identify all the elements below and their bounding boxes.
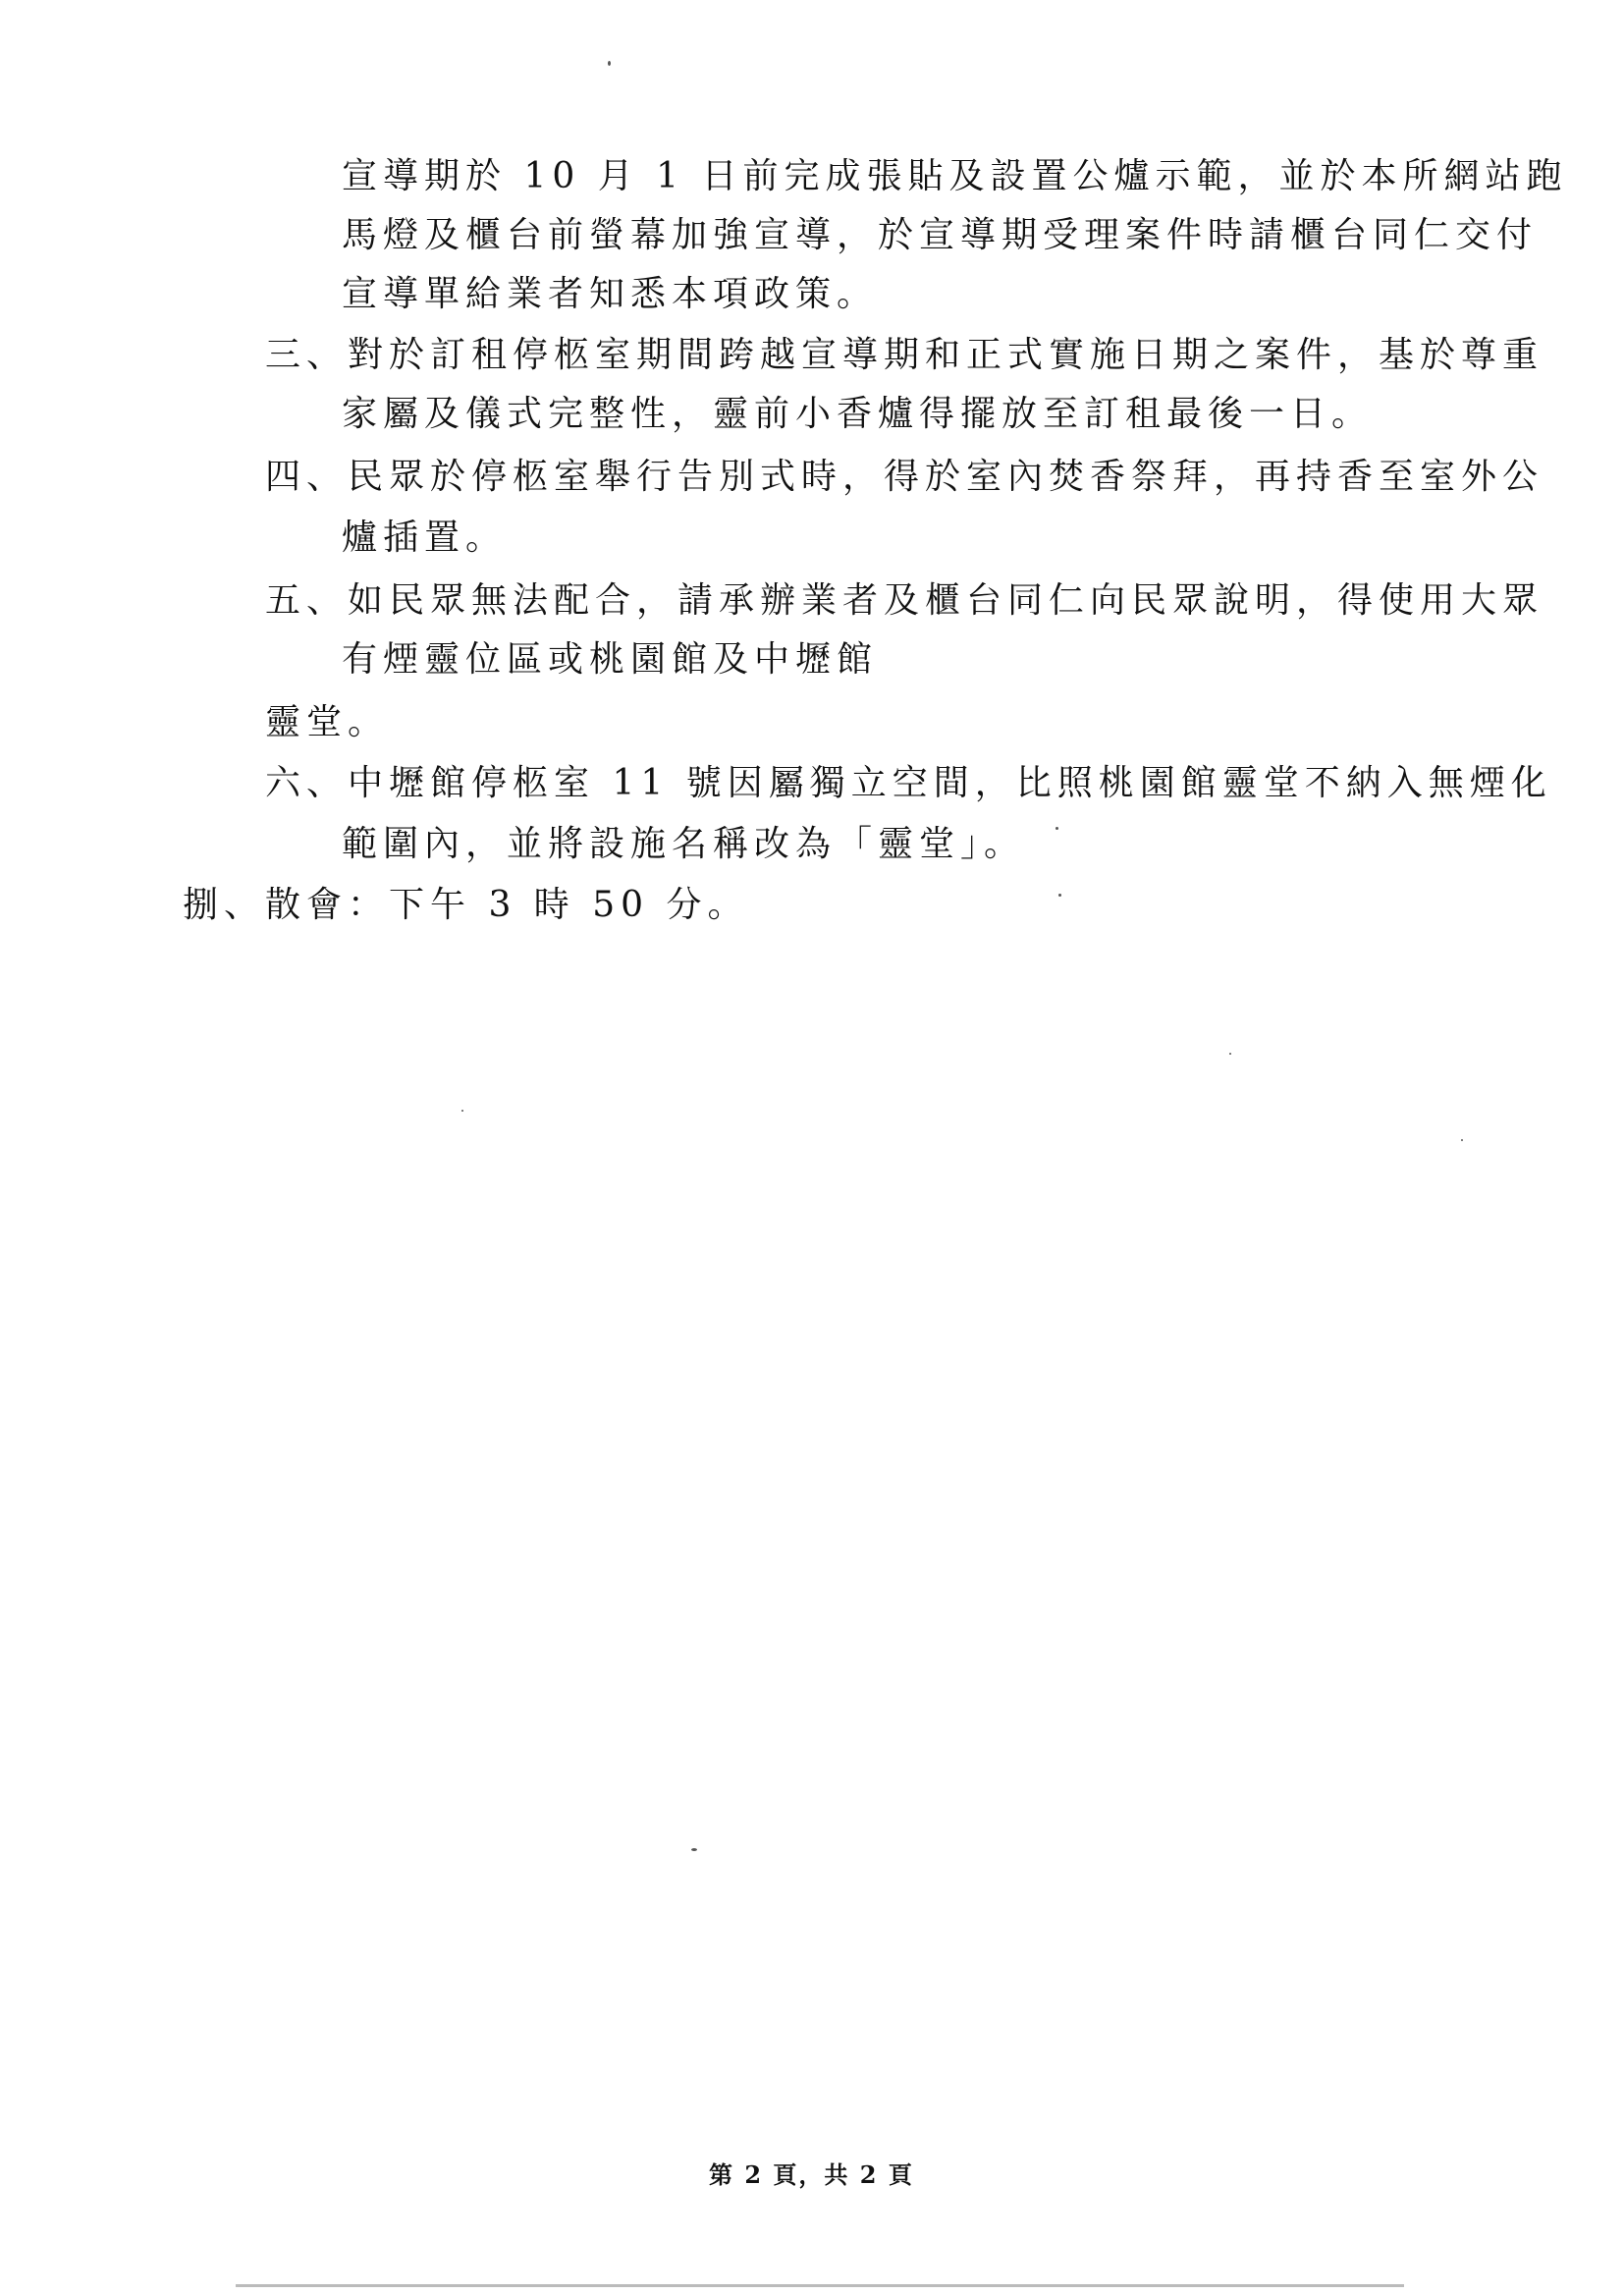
- adjournment-line: 捌、散會：下午 3 時 50 分。: [183, 885, 749, 925]
- item-four-line-1: 四、民眾於停柩室舉行告別式時，得於室內焚香祭拜，再持香至室外公: [265, 457, 1544, 497]
- scan-edge-line: [236, 2284, 1404, 2287]
- item-six-line-1: 六、中壢館停柩室 11 號因屬獨立空間，比照桃園館靈堂不納入無煙化: [265, 763, 1552, 803]
- scan-speck: [1229, 1053, 1231, 1055]
- item-five-line-3: 靈堂。: [265, 702, 390, 742]
- item-three-line-2: 家屬及儀式完整性，靈前小香爐得擺放至訂租最後一日。: [342, 394, 1374, 434]
- scan-speck: [608, 61, 611, 66]
- scan-speck: [691, 1848, 697, 1851]
- item-four-line-2: 爐插置。: [342, 518, 508, 558]
- scan-speck: [1058, 894, 1061, 897]
- scan-speck: [1461, 1139, 1463, 1141]
- item-five-line-2: 有煙靈位區或桃園館及中壢館: [342, 639, 879, 680]
- text-line-2: 馬燈及櫃台前螢幕加強宣導，於宣導期受理案件時請櫃台同仁交付: [342, 215, 1539, 255]
- item-three-line-1: 三、對於訂租停柩室期間跨越宣導期和正式實施日期之案件，基於尊重: [265, 335, 1544, 375]
- scan-speck: [1056, 827, 1058, 830]
- item-five-line-1: 五、如民眾無法配合，請承辦業者及櫃台同仁向民眾說明，得使用大眾: [265, 580, 1544, 621]
- page-number-footer: 第 2 頁，共 2 頁: [709, 2160, 914, 2189]
- item-six-line-2: 範圍內，並將設施名稱改為「靈堂」。: [342, 824, 1026, 864]
- text-line-1: 宣導期於 10 月 1 日前完成張貼及設置公爐示範，並於本所網站跑: [342, 156, 1568, 196]
- scan-speck: [461, 1110, 463, 1112]
- text-line-3: 宣導單給業者知悉本項政策。: [342, 274, 879, 314]
